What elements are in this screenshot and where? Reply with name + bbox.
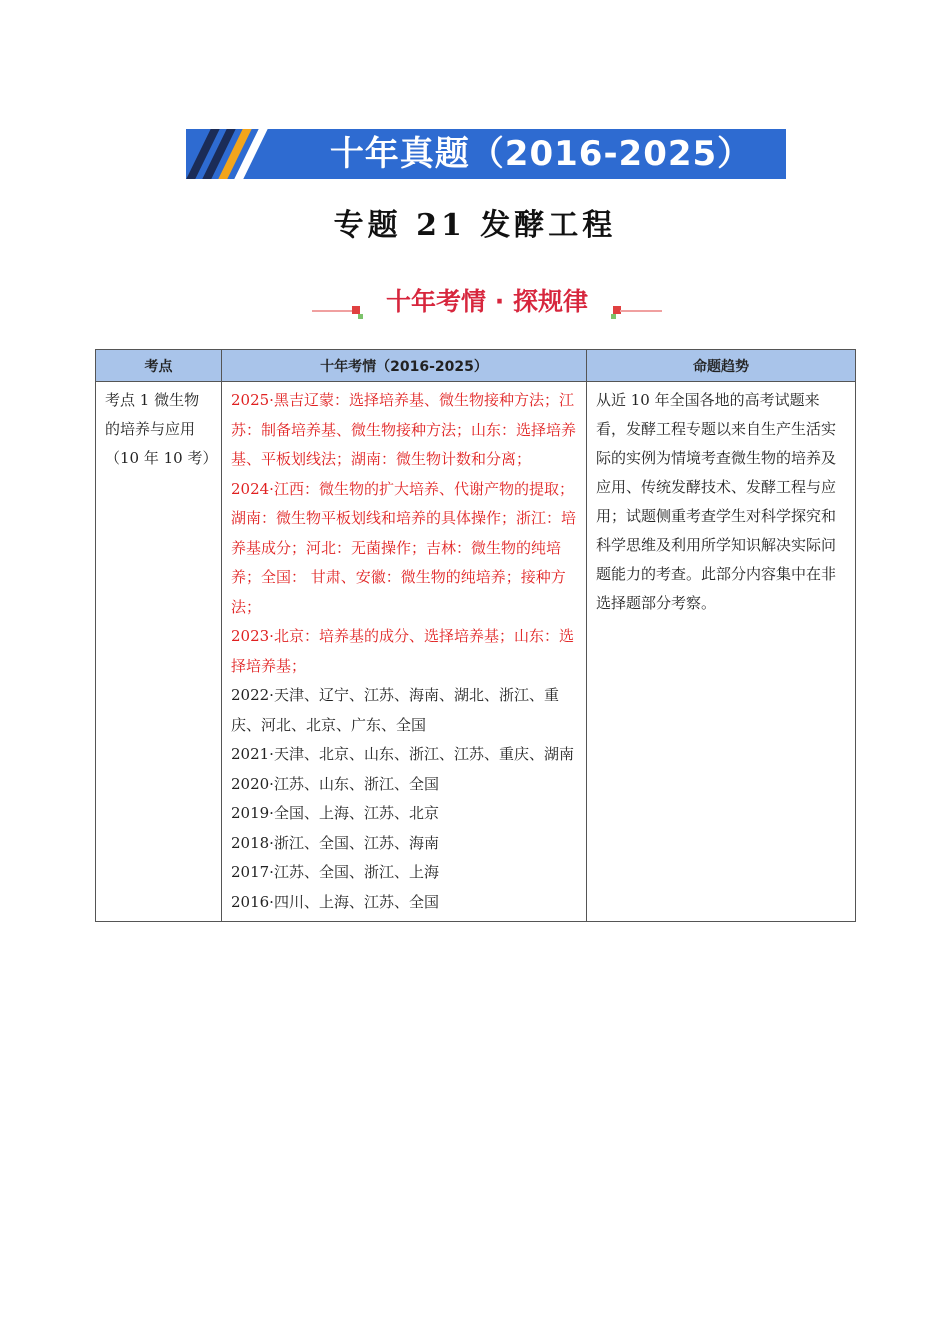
section-header-square-icon — [352, 306, 360, 314]
exam-analysis-table — [95, 349, 856, 922]
section-header-line-right — [620, 310, 662, 312]
topic-cell: 考点 1 微生物的培养与应用（10 年 10 考） — [96, 382, 222, 922]
history-entry-2022: 2022·天津、辽宁、江苏、海南、湖北、浙江、重庆、河北、北京、广东、全国 — [231, 686, 559, 734]
history-entry-2021: 2021·天津、北京、山东、浙江、江苏、重庆、湖南 — [231, 745, 574, 763]
history-entry-2017: 2017·江苏、全国、浙江、上海 — [231, 863, 439, 881]
history-entry-2018: 2018·浙江、全国、江苏、海南 — [231, 833, 439, 852]
history-entry-2016: 2016·四川、上海、江苏、全国 — [231, 892, 439, 911]
section-header — [312, 284, 662, 324]
title-banner — [186, 129, 786, 179]
section-header-text: 十年考情 · 探规律 — [386, 287, 588, 316]
history-entry-2023: 2023·北京：培养基的成分、选择培养基；山东：选择培养基； — [231, 627, 574, 675]
history-entry-2024: 2024·江西：微生物的扩大培养、代谢产物的提取；湖南：微生物平板划线和培养的具体操作；浙江：培养基成分；河北：无菌操作；吉林：微生物的纯培养；全国： 甘肃、安徽：微生物的纯培养；接种方法； — [231, 479, 577, 616]
trend-cell: 从近 10 年全国各地的高考试题来看，发酵工程专题以来自生产生活实际的实例为情境考查微生物的培养及应用、传统发酵技术、发酵工程与应用；试题侧重考查学生对科学探究和科学思维及利用所学知识解决实际问题能力的考查。此部分内容集中在非选择题部分考察。 — [587, 382, 856, 922]
section-header-square-icon — [611, 314, 616, 319]
table-header-row — [96, 350, 856, 382]
history-entry-2020: 2020·江苏、山东、浙江、全国 — [231, 774, 439, 793]
header-history: 十年考情（2016-2025） — [222, 350, 587, 382]
table-row — [96, 382, 856, 922]
header-trend: 命题趋势 — [587, 350, 856, 382]
history-entry-2025: 2025·黑吉辽蒙：选择培养基、微生物接种方法；江苏：制备培养基、微生物接种方法；山东：选择培养基、平板划线法；湖南：微生物计数和分离； — [231, 391, 577, 468]
section-header-line-left — [312, 310, 354, 312]
history-entry-2019: 2019·全国、上海、江苏、北京 — [231, 804, 439, 822]
history-cell — [222, 382, 587, 922]
page-title: 专题 21 发酵工程 — [333, 208, 617, 243]
banner-title: 十年真题（2016-2025） — [329, 134, 753, 174]
header-topic: 考点 — [96, 350, 222, 382]
section-header-square-icon — [358, 314, 363, 319]
